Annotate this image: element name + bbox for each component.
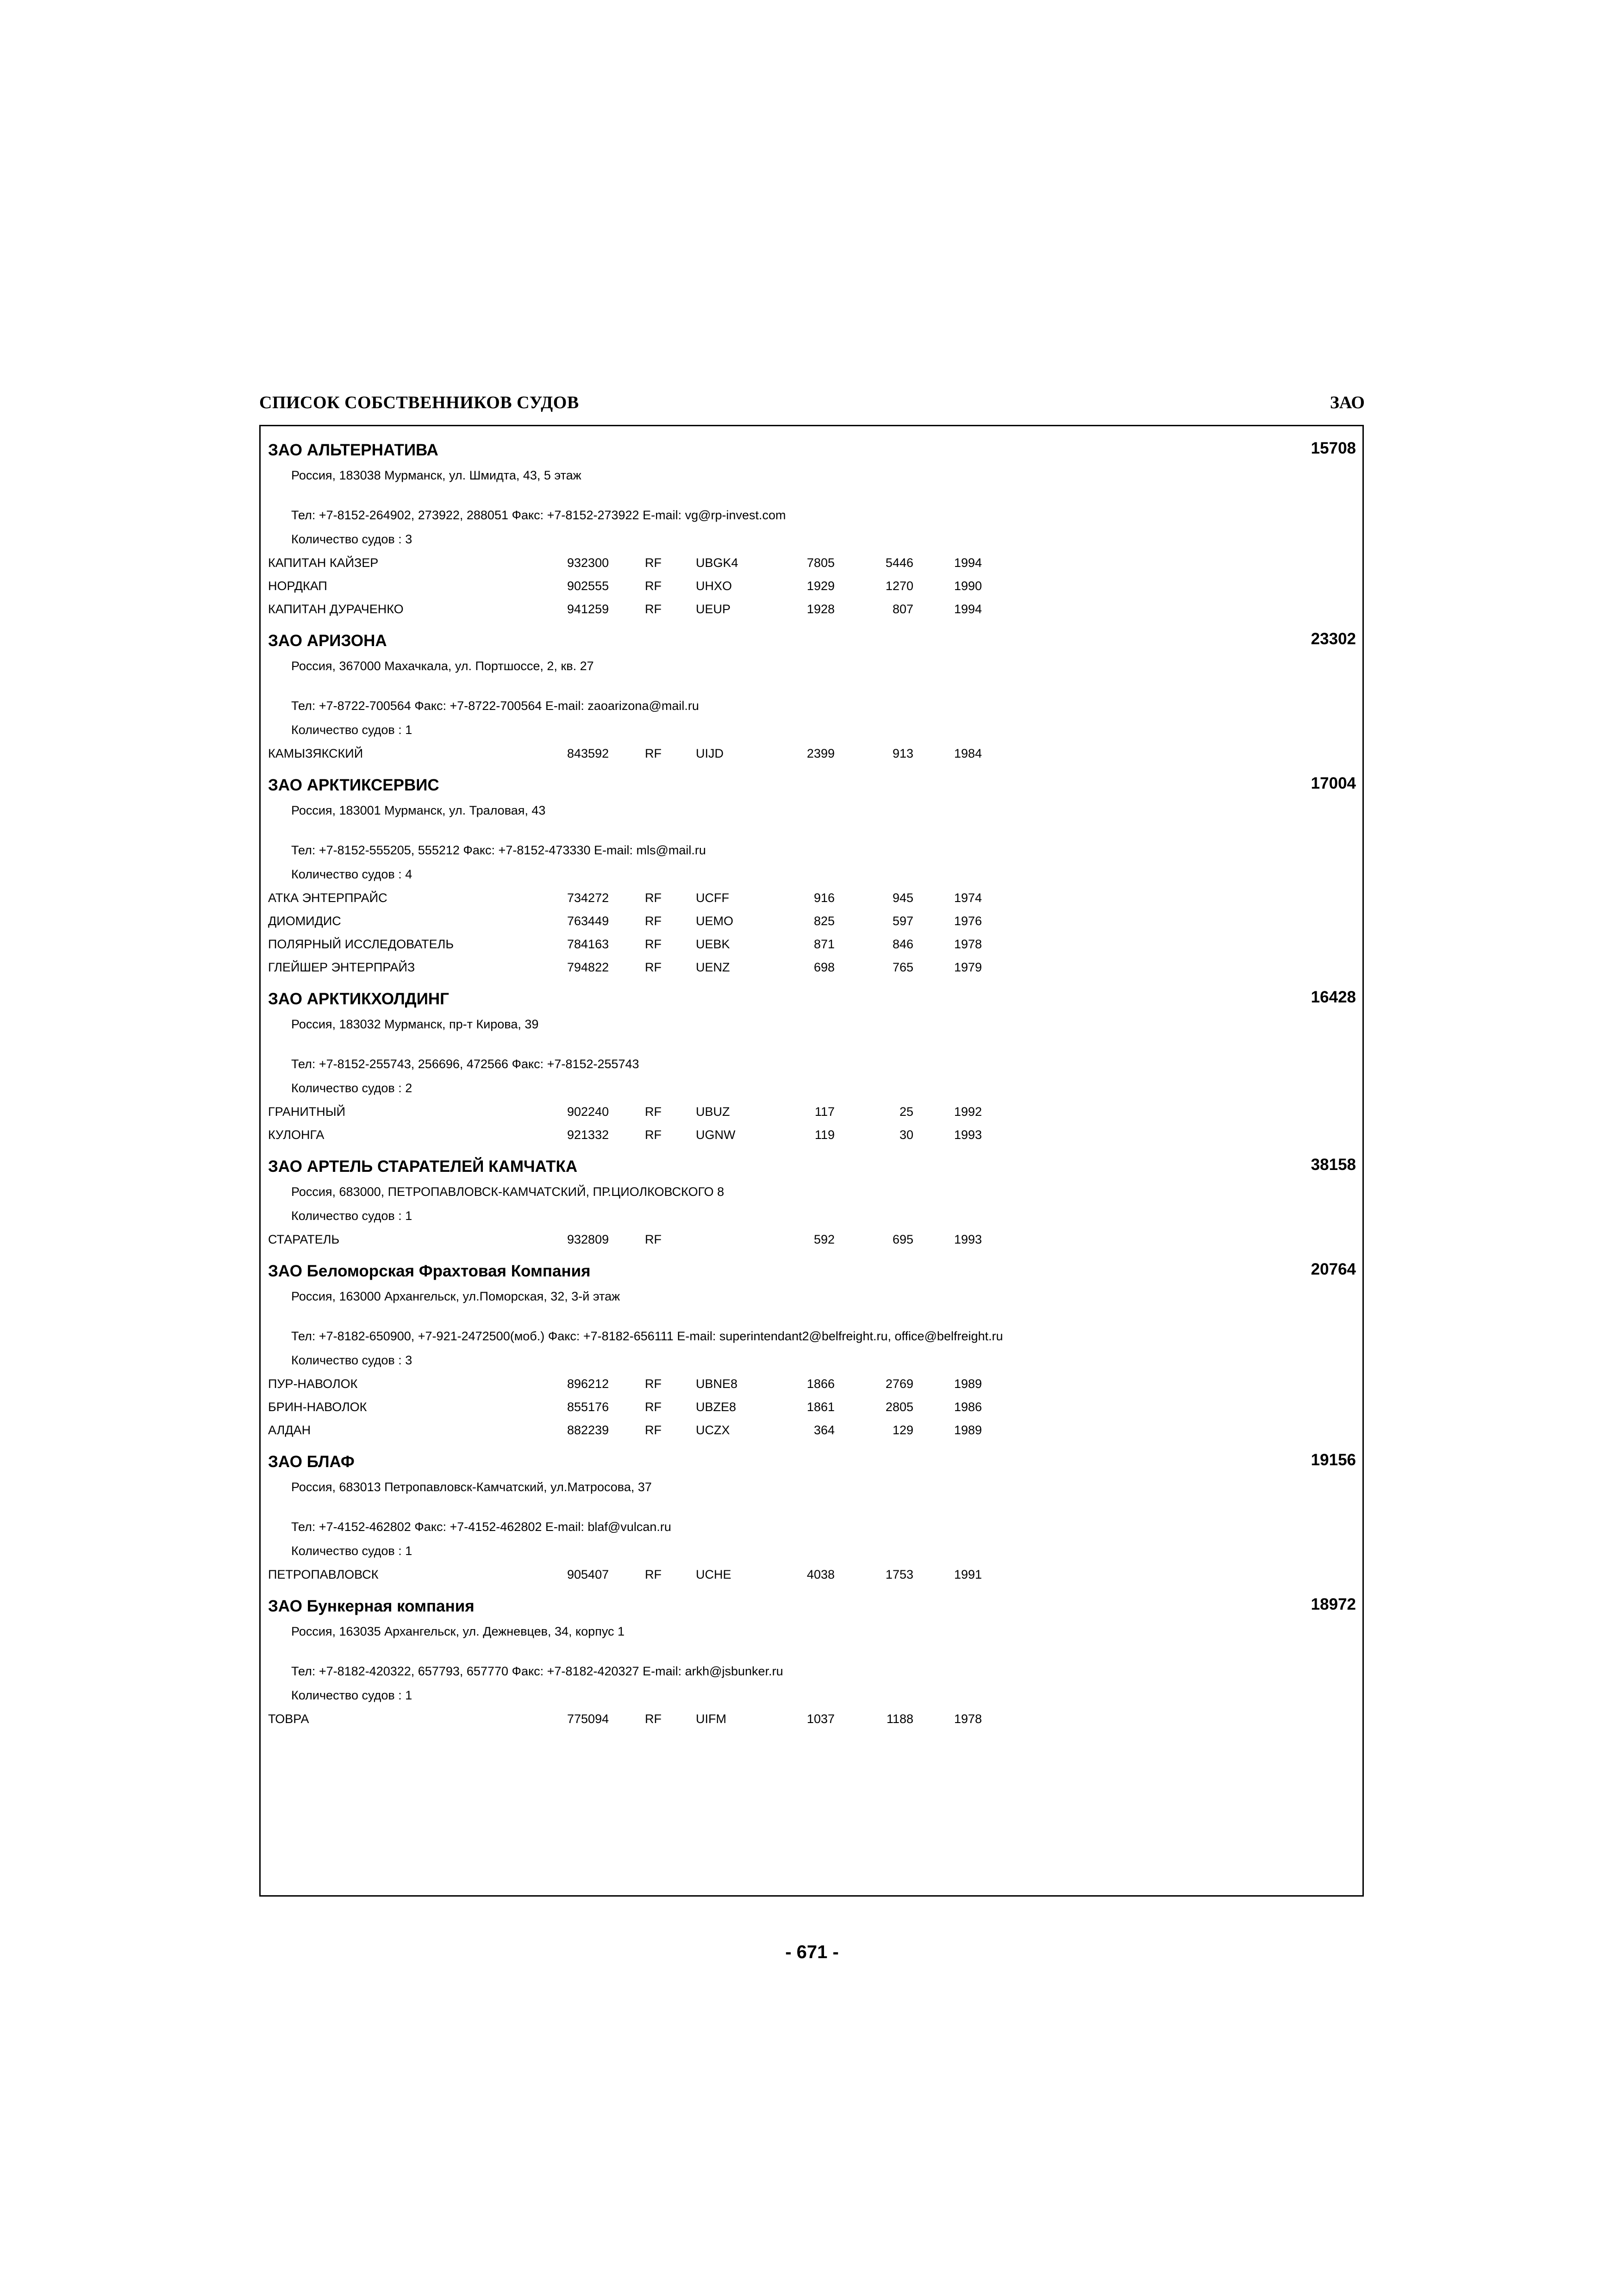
vessel-row xyxy=(261,1228,1362,1251)
company-contacts: Тел: +7-8182-650900, +7-921-2472500(моб.) Факс: +7-8182-656111 E-mail: superintendant2@belfreight.ru, office@belfreight.ru xyxy=(291,1329,1003,1343)
vessel-imo: 941259 xyxy=(567,602,609,616)
company-address: Россия, 183032 Мурманск, пр-т Кирова, 39 xyxy=(291,1017,539,1031)
vessel-year: 1976 xyxy=(954,914,982,928)
vessel-call: UCFF xyxy=(696,891,729,905)
company-list xyxy=(261,426,1362,1730)
vessel-grt: 1861 xyxy=(806,1400,835,1414)
vessel-imo: 843592 xyxy=(567,747,609,760)
company-header xyxy=(261,1153,1362,1180)
vessel-year: 1978 xyxy=(954,1712,982,1726)
company-id: 19156 xyxy=(1311,1451,1356,1469)
vessel-dwt: 807 xyxy=(892,602,913,616)
vessel-grt: 825 xyxy=(813,914,835,928)
vessel-grt: 916 xyxy=(813,891,835,905)
vessel-year: 1994 xyxy=(954,556,982,570)
company-id: 38158 xyxy=(1311,1156,1356,1174)
company-name: ЗАО БЛАФ xyxy=(268,1453,355,1471)
vessel-call: UBZE8 xyxy=(696,1400,737,1414)
vessel-call: UBNE8 xyxy=(696,1377,738,1391)
vessel-flag: RF xyxy=(645,1377,662,1391)
vessel-call: UENZ xyxy=(696,960,730,974)
company-id: 15708 xyxy=(1311,439,1356,457)
vessel-flag: RF xyxy=(645,747,662,760)
company-id: 23302 xyxy=(1311,630,1356,648)
vessel-grt: 1929 xyxy=(806,579,835,593)
vessel-grt: 7805 xyxy=(806,556,835,570)
vessel-grt: 2399 xyxy=(806,747,835,760)
vessel-name: ГРАНИТНЫЙ xyxy=(268,1105,346,1119)
vessel-call: UBGK4 xyxy=(696,556,738,570)
vessel-grt: 1866 xyxy=(806,1377,835,1391)
vessel-dwt: 129 xyxy=(892,1423,913,1437)
vessel-row xyxy=(261,1419,1362,1442)
vessel-call: UEMO xyxy=(696,914,733,928)
company-entry xyxy=(261,1448,1362,1586)
vessel-count: Количество судов : 1 xyxy=(291,1688,412,1702)
vessel-year: 1993 xyxy=(954,1128,982,1142)
vessel-name: ПЕТРОПАВЛОВСК xyxy=(268,1568,379,1581)
vessel-flag: RF xyxy=(645,914,662,928)
company-contacts: Тел: +7-4152-462802 Факс: +7-4152-462802 E-mail: blaf@vulcan.ru xyxy=(291,1520,671,1534)
vessel-imo: 794822 xyxy=(567,960,609,974)
vessel-call: UIFM xyxy=(696,1712,726,1726)
section-label: ЗАО xyxy=(1330,393,1365,412)
vessel-name: ПОЛЯРНЫЙ ИССЛЕДОВАТЕЛЬ xyxy=(268,937,454,951)
vessel-flag: RF xyxy=(645,1712,662,1726)
vessel-imo: 896212 xyxy=(567,1377,609,1391)
vessel-row xyxy=(261,1395,1362,1419)
vessel-year: 1993 xyxy=(954,1232,982,1246)
vessel-row xyxy=(261,933,1362,956)
vessel-imo: 855176 xyxy=(567,1400,609,1414)
vessel-imo: 882239 xyxy=(567,1423,609,1437)
company-entry xyxy=(261,627,1362,765)
vessel-count: Количество судов : 1 xyxy=(291,723,412,737)
vessel-year: 1978 xyxy=(954,937,982,951)
vessel-flag: RF xyxy=(645,1423,662,1437)
vessel-year: 1979 xyxy=(954,960,982,974)
vessel-name: АЛДАН xyxy=(268,1423,311,1437)
vessel-name: КУЛОНГА xyxy=(268,1128,325,1142)
vessel-flag: RF xyxy=(645,1232,662,1246)
vessel-dwt: 1188 xyxy=(886,1712,913,1726)
company-address: Россия, 163000 Архангельск, ул.Поморская, 32, 3-й этаж xyxy=(291,1289,620,1303)
company-address: Россия, 683000, ПЕТРОПАВЛОВСК-КАМЧАТСКИЙ, ПР.ЦИОЛКОВСКОГО 8 xyxy=(291,1185,725,1199)
vessel-row xyxy=(261,1100,1362,1123)
vessel-imo: 775094 xyxy=(567,1712,609,1726)
vessel-row xyxy=(261,886,1362,909)
vessel-flag: RF xyxy=(645,1568,662,1581)
vessel-row xyxy=(261,1372,1362,1395)
company-id: 18972 xyxy=(1311,1595,1356,1613)
vessel-year: 1974 xyxy=(954,891,982,905)
company-address: Россия, 183038 Мурманск, ул. Шмидта, 43, 5 этаж xyxy=(291,468,581,482)
vessel-imo: 734272 xyxy=(567,891,609,905)
vessel-flag: RF xyxy=(645,891,662,905)
vessel-flag: RF xyxy=(645,579,662,593)
page-number: - 671 - xyxy=(785,1942,839,1962)
vessel-row xyxy=(261,1563,1362,1586)
vessel-year: 1991 xyxy=(954,1568,982,1581)
vessel-row xyxy=(261,1123,1362,1146)
vessel-flag: RF xyxy=(645,1105,662,1119)
vessel-grt: 1037 xyxy=(806,1712,835,1726)
vessel-flag: RF xyxy=(645,960,662,974)
page-title: СПИСОК СОБСТВЕННИКОВ СУДОВ xyxy=(259,393,579,412)
company-entry xyxy=(261,985,1362,1146)
company-header xyxy=(261,627,1362,654)
company-address: Россия, 367000 Махачкала, ул. Портшоссе, 2, кв. 27 xyxy=(291,659,594,673)
company-entry xyxy=(261,1257,1362,1442)
company-header xyxy=(261,985,1362,1012)
vessel-name: КАПИТАН ДУРАЧЕНКО xyxy=(268,602,404,616)
vessel-dwt: 30 xyxy=(899,1128,913,1142)
company-contacts: Тел: +7-8152-264902, 273922, 288051 Факс: +7-8152-273922 E-mail: vg@rp-invest.com xyxy=(291,508,786,522)
vessel-grt: 698 xyxy=(813,960,835,974)
company-name: ЗАО АРКТИКСЕРВИС xyxy=(268,776,439,794)
vessel-dwt: 597 xyxy=(892,914,913,928)
vessel-count: Количество судов : 1 xyxy=(291,1209,412,1223)
company-header xyxy=(261,1257,1362,1284)
vessel-row xyxy=(261,597,1362,621)
vessel-imo: 921332 xyxy=(567,1128,609,1142)
vessel-grt: 117 xyxy=(814,1105,835,1119)
vessel-dwt: 695 xyxy=(892,1232,913,1246)
company-address: Россия, 163035 Архангельск, ул. Дежневцев, 34, корпус 1 xyxy=(291,1624,625,1638)
company-entry xyxy=(261,772,1362,979)
vessel-grt: 871 xyxy=(813,937,835,951)
company-header xyxy=(261,1593,1362,1619)
company-id: 20764 xyxy=(1311,1260,1356,1278)
vessel-call: UCHE xyxy=(696,1568,731,1581)
vessel-grt: 364 xyxy=(813,1423,835,1437)
vessel-dwt: 25 xyxy=(899,1105,913,1119)
vessel-imo: 902240 xyxy=(567,1105,609,1119)
vessel-row xyxy=(261,742,1362,765)
vessel-name: НОРДКАП xyxy=(268,579,327,593)
listing-frame xyxy=(259,425,1364,1897)
company-name: ЗАО АРТЕЛЬ СТАРАТЕЛЕЙ КАМЧАТКА xyxy=(268,1157,578,1176)
vessel-name: КАМЫЗЯКСКИЙ xyxy=(268,747,363,760)
company-name: ЗАО Бункерная компания xyxy=(268,1597,475,1615)
vessel-flag: RF xyxy=(645,1400,662,1414)
vessel-dwt: 1753 xyxy=(885,1568,913,1581)
vessel-dwt: 1270 xyxy=(885,579,913,593)
company-id: 16428 xyxy=(1311,988,1356,1006)
vessel-call: UHXO xyxy=(696,579,732,593)
vessel-dwt: 765 xyxy=(892,960,913,974)
vessel-call: UCZX xyxy=(696,1423,730,1437)
vessel-grt: 592 xyxy=(813,1232,835,1246)
vessel-call: UGNW xyxy=(696,1128,736,1142)
company-name: ЗАО АРКТИКХОЛДИНГ xyxy=(268,990,449,1008)
vessel-dwt: 5446 xyxy=(885,556,913,570)
vessel-count: Количество судов : 2 xyxy=(291,1081,412,1095)
vessel-row xyxy=(261,1707,1362,1730)
company-entry xyxy=(261,1153,1362,1251)
vessel-dwt: 846 xyxy=(892,937,913,951)
vessel-call: UEBK xyxy=(696,937,730,951)
vessel-name: ДИОМИДИС xyxy=(268,914,341,928)
vessel-count: Количество судов : 3 xyxy=(291,1353,412,1367)
vessel-row xyxy=(261,574,1362,597)
vessel-name: ПУР-НАВОЛОК xyxy=(268,1377,358,1391)
vessel-name: ТОВРА xyxy=(268,1712,309,1726)
vessel-call: UEUP xyxy=(696,602,731,616)
vessel-flag: RF xyxy=(645,556,662,570)
company-address: Россия, 183001 Мурманск, ул. Траловая, 43 xyxy=(291,803,546,817)
company-name: ЗАО АЛЬТЕРНАТИВА xyxy=(268,441,438,459)
vessel-imo: 902555 xyxy=(567,579,609,593)
vessel-call: UBUZ xyxy=(696,1105,730,1119)
vessel-grt: 4038 xyxy=(806,1568,835,1581)
vessel-name: АТКА ЭНТЕРПРАЙС xyxy=(268,891,387,905)
vessel-dwt: 913 xyxy=(892,747,913,760)
company-contacts: Тел: +7-8722-700564 Факс: +7-8722-700564 E-mail: zaoarizona@mail.ru xyxy=(291,699,699,713)
vessel-name: БРИН-НАВОЛОК xyxy=(268,1400,367,1414)
vessel-year: 1986 xyxy=(954,1400,982,1414)
vessel-flag: RF xyxy=(645,1128,662,1142)
company-entry xyxy=(261,1593,1362,1730)
vessel-year: 1989 xyxy=(954,1377,982,1391)
vessel-imo: 784163 xyxy=(567,937,609,951)
vessel-grt: 119 xyxy=(814,1128,835,1142)
company-name: ЗАО Беломорская Фрахтовая Компания xyxy=(268,1262,591,1280)
vessel-row xyxy=(261,909,1362,933)
vessel-row xyxy=(261,551,1362,574)
vessel-row xyxy=(261,956,1362,979)
vessel-count: Количество судов : 4 xyxy=(291,867,412,881)
vessel-name: КАПИТАН КАЙЗЕР xyxy=(268,556,379,570)
company-header xyxy=(261,772,1362,798)
company-address: Россия, 683013 Петропавловск-Камчатский, ул.Матросова, 37 xyxy=(291,1480,652,1494)
vessel-call: UIJD xyxy=(696,747,724,760)
company-contacts: Тел: +7-8152-555205, 555212 Факс: +7-8152-473330 E-mail: mls@mail.ru xyxy=(291,843,706,857)
vessel-imo: 932809 xyxy=(567,1232,609,1246)
vessel-name: ГЛЕЙШЕР ЭНТЕРПРАЙЗ xyxy=(268,960,415,974)
vessel-flag: RF xyxy=(645,937,662,951)
vessel-flag: RF xyxy=(645,602,662,616)
vessel-imo: 763449 xyxy=(567,914,609,928)
company-contacts: Тел: +7-8182-420322, 657793, 657770 Факс: +7-8182-420327 E-mail: arkh@jsbunker.ru xyxy=(291,1664,783,1678)
vessel-year: 1984 xyxy=(954,747,982,760)
company-entry xyxy=(261,436,1362,621)
vessel-year: 1990 xyxy=(954,579,982,593)
vessel-count: Количество судов : 1 xyxy=(291,1544,412,1558)
vessel-imo: 932300 xyxy=(567,556,609,570)
vessel-year: 1989 xyxy=(954,1423,982,1437)
vessel-dwt: 2769 xyxy=(885,1377,913,1391)
company-header xyxy=(261,436,1362,463)
vessel-dwt: 2805 xyxy=(885,1400,913,1414)
company-id: 17004 xyxy=(1311,774,1356,792)
company-name: ЗАО АРИЗОНА xyxy=(268,632,387,650)
vessel-name: СТАРАТЕЛЬ xyxy=(268,1232,340,1246)
vessel-count: Количество судов : 3 xyxy=(291,532,412,546)
company-header xyxy=(261,1448,1362,1475)
company-contacts: Тел: +7-8152-255743, 256696, 472566 Факс: +7-8152-255743 xyxy=(291,1057,639,1071)
vessel-year: 1994 xyxy=(954,602,982,616)
vessel-imo: 905407 xyxy=(567,1568,609,1581)
vessel-dwt: 945 xyxy=(892,891,913,905)
vessel-year: 1992 xyxy=(954,1105,982,1119)
vessel-grt: 1928 xyxy=(806,602,835,616)
